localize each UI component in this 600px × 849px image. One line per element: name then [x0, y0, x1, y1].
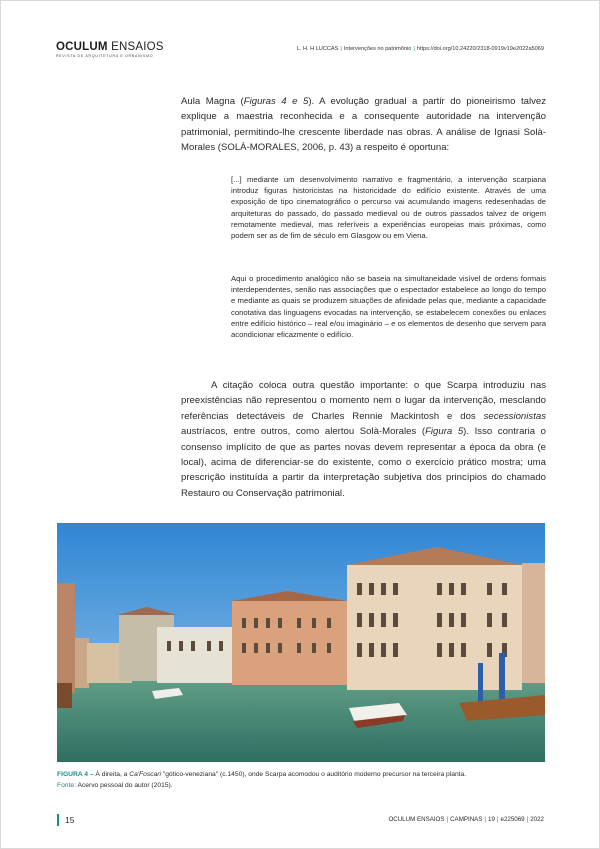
block-quote-2: Aqui o procedimento analógico não se baseia na simultaneidade visível de ordens formais interdependentes, senão nas associações que o espectador estabelece ao longo do tempo e mediante as quais se produzem situações de afinidade pelas que, mediante a capacidade conotativa das linguagens evocadas na intervenção, se estabelecem conexões ou enlaces entre edifício histórico – real e/ou imaginário – e os elementos de desenho que servem para acondicionar eficazmente o edifício.: [231, 274, 546, 340]
caption-text-b: "gótico-veneziana" (c.1450), onde Scarpa acomodou o auditório moderno precursor na terceira planta.: [160, 771, 467, 778]
logo-wordmark: [56, 41, 164, 53]
page-number-text: 15: [65, 815, 75, 825]
p1-text-a: Aula Magna (: [181, 96, 244, 107]
footer-city: CAMPINAS: [450, 816, 483, 823]
journal-logo: [56, 41, 164, 58]
left-boat: [57, 683, 72, 708]
footer-year: 2022: [530, 816, 544, 823]
venice-grand-canal-image: [57, 523, 545, 762]
source-text: Acervo pessoal do autor (2015).: [75, 782, 173, 789]
page-number-bar: [57, 814, 59, 826]
p2-text-a: A citação coloca outra questão importante: o que Scarpa introduziu nas preexistências não representou o momento nem o lugar da intervenção, mesclando referências detectáveis de Charles Rennie Mackintosh e dos: [181, 380, 546, 422]
source-label: Fonte:: [57, 782, 76, 789]
left-building: [57, 583, 75, 693]
logo-tagline: REVISTA DE ARQUITETURA E URBANISMO: [56, 54, 154, 58]
figure-ref-5[interactable]: Figura 5: [425, 426, 464, 438]
palazzo-white: [157, 627, 232, 683]
caption-line: [57, 769, 547, 780]
logo-bold: OCULUM: [56, 41, 108, 53]
figure-4-photo: [57, 523, 545, 762]
left-building-2: [75, 638, 89, 688]
author-name: L. H. H LUCCAS: [296, 46, 339, 52]
footer-article-id: e225069: [500, 816, 525, 823]
doi-link[interactable]: https://doi.org/10.24220/2318-0919v19e2022a5069: [416, 46, 544, 52]
page-number: [57, 814, 74, 826]
source-line: [57, 780, 547, 791]
footer-citation: OCULUM ENSAIOS | CAMPINAS | 19 | e225069 | 2022: [388, 816, 544, 823]
figure-ref-4-5[interactable]: Figuras 4 e 5: [243, 96, 309, 107]
caption-emphasis: Ca'Foscari: [129, 771, 161, 778]
caption-text-a: À direita, a: [93, 771, 130, 778]
section-name: Intervenções no patrimônio: [343, 46, 412, 52]
p2-text-b: austríacos, entre outros, como alertou Solà-Morales (: [181, 426, 426, 438]
paragraph-2: [181, 378, 546, 501]
running-head: L. H. H LUCCAS | Intervenções no patrimônio | https://doi.org/10.24220/2318-0919v19e2022a5069: [296, 46, 544, 52]
logo-thin: ENSAIOS: [111, 41, 164, 53]
mooring-pole: [499, 653, 505, 701]
figure-caption: [57, 769, 547, 791]
p1-text-b: ). A evolução gradual a partir do pioneirismo talvez explique a maestria reconhecida e a consequente autoridade na intervenção patrimonial, permitindo-lhe crescente liberdade nas obras. A análise de Ignasi Solà-Morales (SOLÀ-MORALES, 2006, p. 43) a respeito é oportuna:: [181, 96, 547, 154]
p2-text-c: ). Isso contraria o consenso implícito de que as partes novas devem representar a época da obra (e local), acima de diferenciar-se do existente, como o exercício prático mostra; uma prescrição instituída a partir da interpretação subjetiva dos princípios do chamado Restauro ou Conservação patrimonial.: [181, 426, 546, 499]
footer-volume: 19: [488, 816, 495, 823]
p2-emphasis: secessionistas: [483, 410, 546, 422]
canal-water: [57, 681, 545, 762]
block-quote-1: [...] mediante um desenvolvimento narrativo e fragmentário, a intervenção scarpiana introduz figuras historicistas na historicidade do edifício existente. Através de uma exposição de tipo cinematográfico o percurso vai acumulando imagens redesenhadas de arquiteturas do passado, do passado medieval ou de outros passados talvez de origem remotamente medieval, mas referíveis a experiências europeias mais próximas, como podem ser as de fim de século em Glasgow ou em Viena.: [231, 175, 546, 241]
mooring-pole-2: [478, 663, 483, 703]
right-building: [522, 563, 545, 683]
caption-label: FIGURA 4 –: [57, 771, 94, 778]
paragraph-1: [181, 94, 546, 156]
footer-journal: OCULUM ENSAIOS: [388, 816, 445, 823]
